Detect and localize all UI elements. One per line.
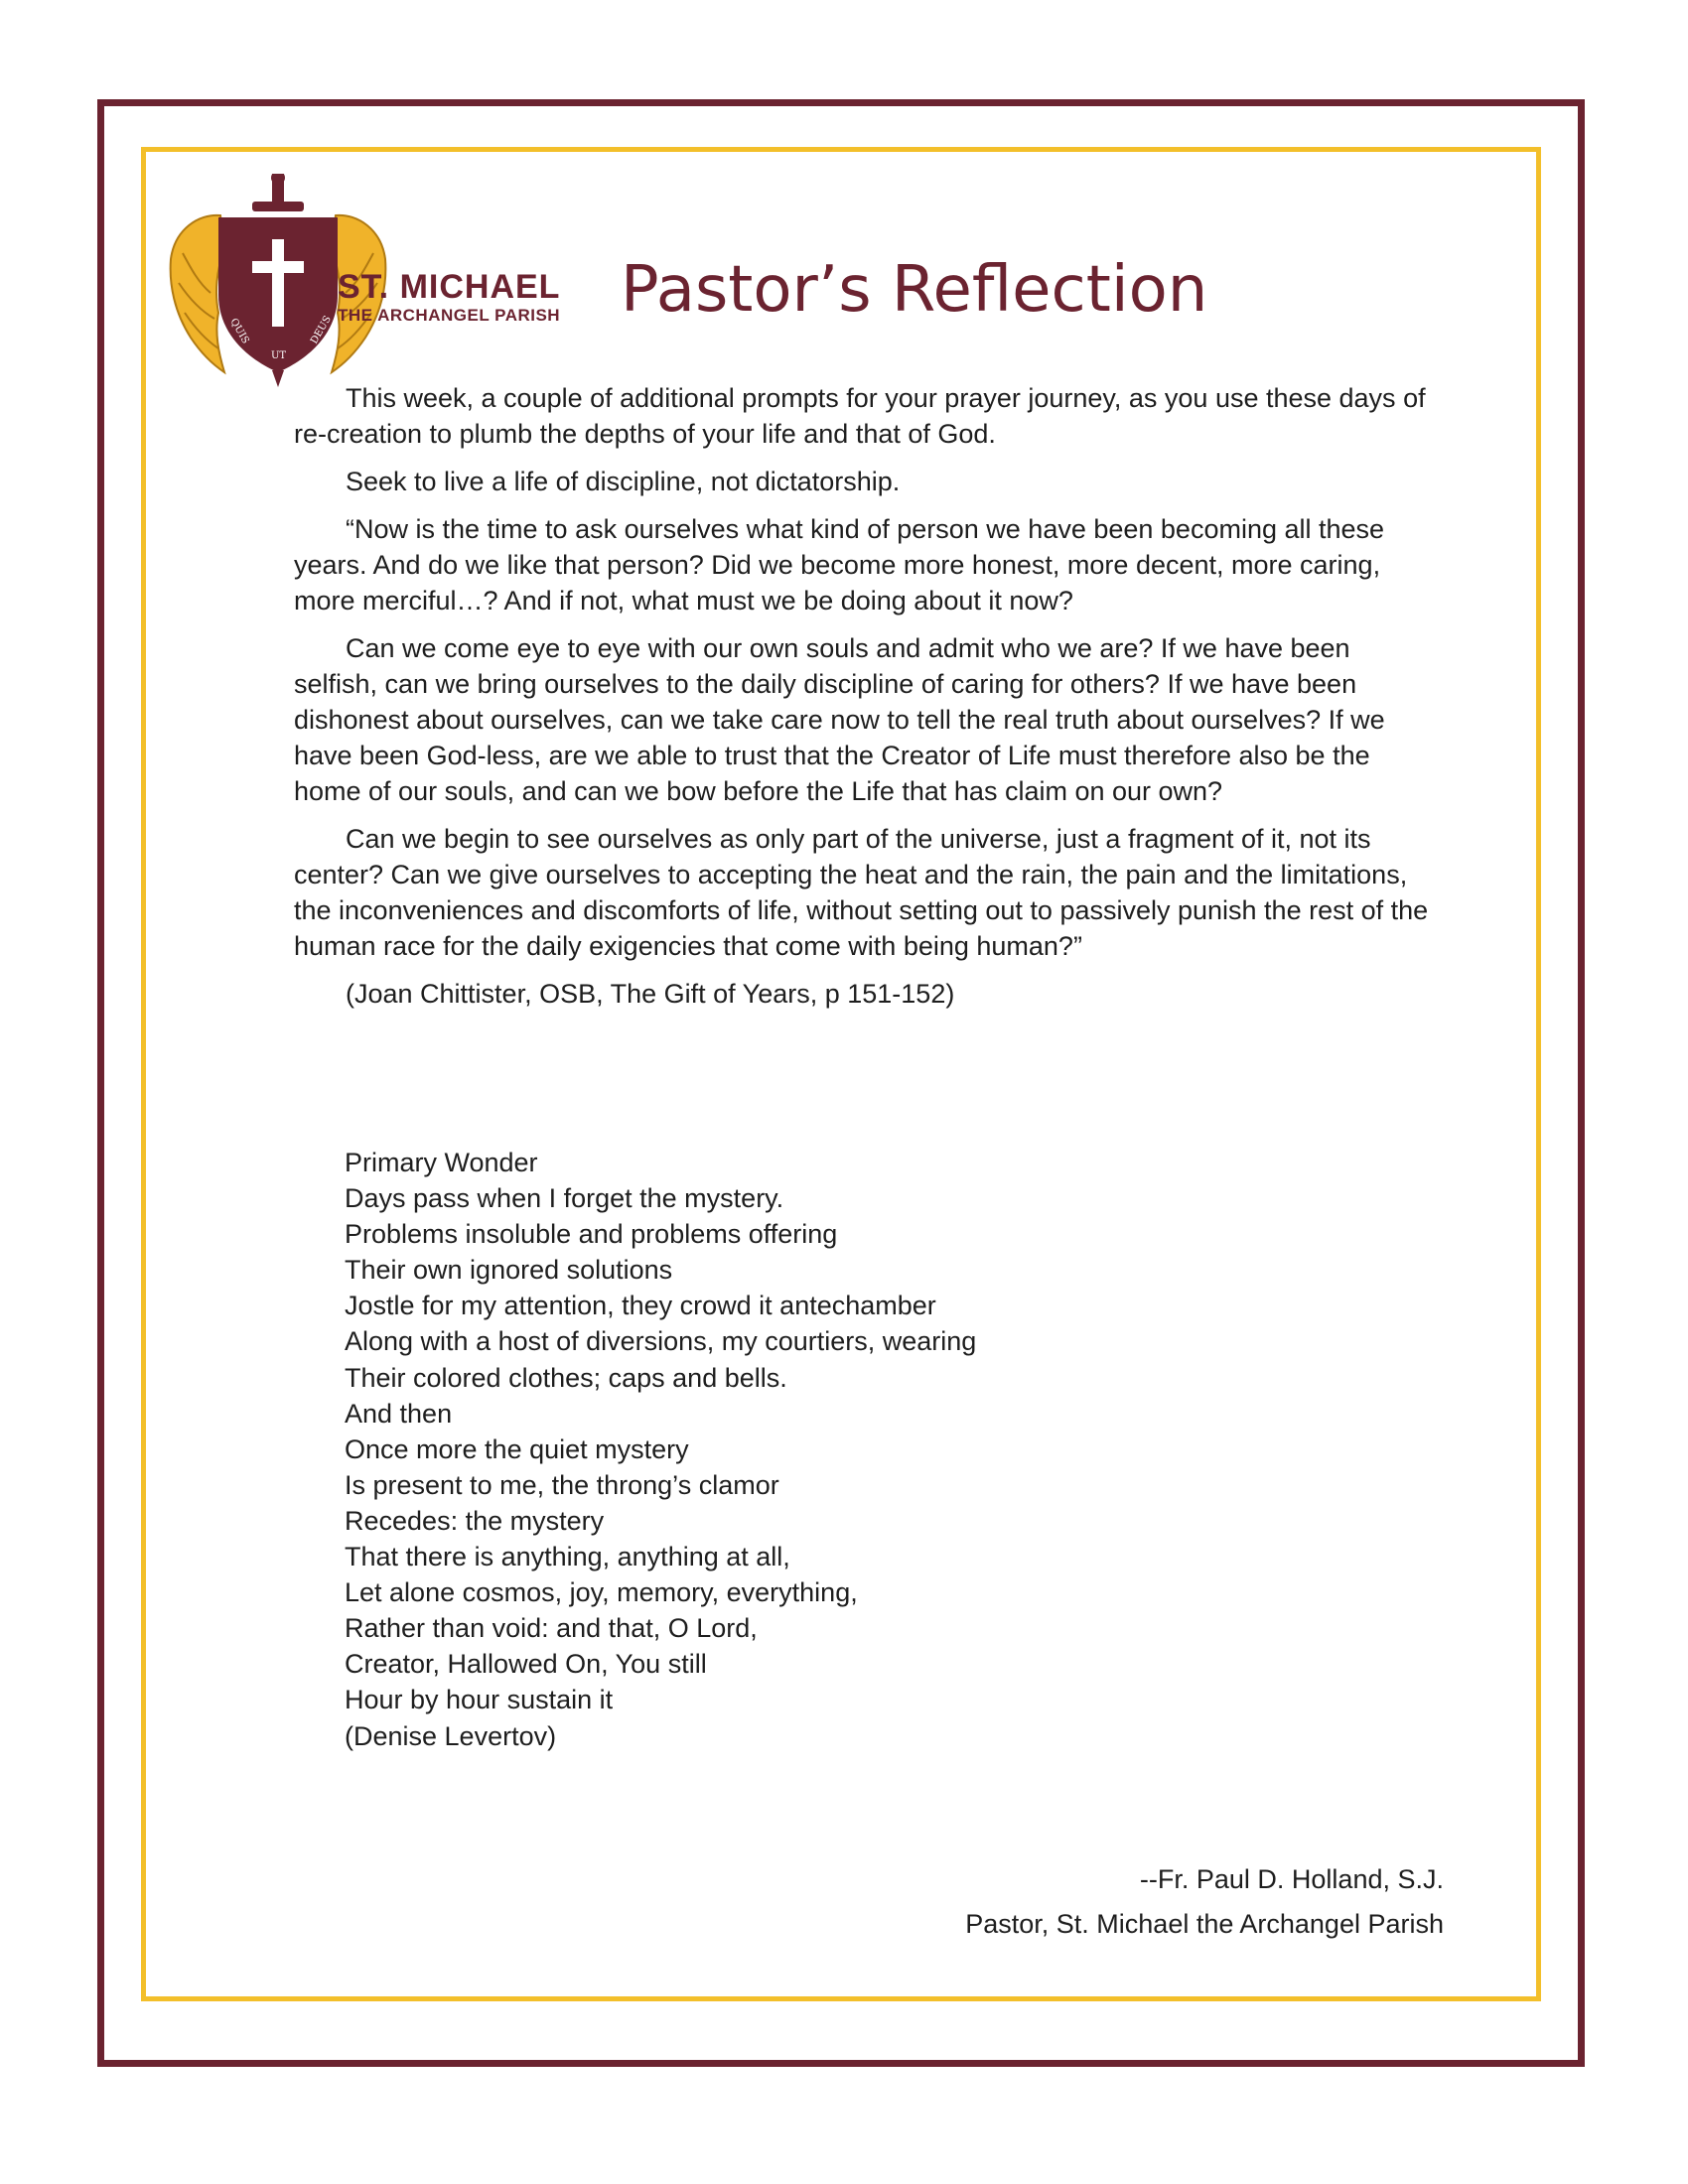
poem-line: Along with a host of diversions, my courtiers, wearing <box>345 1326 977 1357</box>
motto-left: QUIS <box>227 317 251 346</box>
parish-name <box>338 268 560 326</box>
poem-line: Let alone cosmos, joy, memory, everything, <box>345 1577 858 1608</box>
poem-line: Hour by hour sustain it <box>345 1685 614 1715</box>
poem-line: Days pass when I forget the mystery. <box>345 1183 784 1214</box>
reflection-body <box>294 380 1436 1012</box>
poem-line: And then <box>345 1398 453 1429</box>
signature-role: Pastor, St. Michael the Archangel Parish <box>965 1909 1444 1939</box>
page-title: Pastor’s Reflection <box>621 253 1208 327</box>
paragraph: Seek to live a life of discipline, not dictatorship. <box>346 467 901 496</box>
citation: (Joan Chittister, OSB, The Gift of Years, p 151-152) <box>346 979 955 1009</box>
poem-line: That there is anything, anything at all, <box>345 1542 790 1572</box>
poem-line: Once more the quiet mystery <box>345 1433 689 1464</box>
poem-line: Recedes: the mystery <box>345 1505 605 1536</box>
poem-title: Primary Wonder <box>345 1148 538 1177</box>
poem-line: Is present to me, the throng’s clamor <box>345 1469 779 1500</box>
poem-line: Rather than void: and that, O Lord, <box>345 1613 758 1644</box>
poem-line: Their colored clothes; caps and bells. <box>345 1362 787 1393</box>
signature-name: --Fr. Paul D. Holland, S.J. <box>1139 1864 1444 1894</box>
motto-right: DEUS <box>309 314 334 346</box>
poem <box>345 1145 976 1754</box>
paragraph: This week, a couple of additional prompts for your prayer journey, as you use these days of re-creation to plumb the depths of your life and that of God. <box>294 383 1426 449</box>
paragraph: Can we come eye to eye with our own souls and admit who we are? If we have been selfish, can we bring ourselves to the daily discipline of caring for others? If we have been dishonest about ourselves, can we take care now to tell the real truth about ourselves? If we have been God-less, are we able to trust that the Creator of Life must therefore also be the home of our souls, and can we bow before the Life that has claim on our own? <box>294 633 1385 806</box>
paragraph: Can we begin to see ourselves as only part of the universe, just a fragment of it, not its center? Can we give ourselves to accepting the heat and the rain, the pain and the limitations, the inconveniences and discomforts of life, without setting out to passively punish the rest of the human race for the daily exigencies that come with being human?” <box>294 824 1429 961</box>
poem-line: Jostle for my attention, they crowd it antechamber <box>345 1291 936 1321</box>
parish-name-line2: THE ARCHANGEL PARISH <box>338 306 561 325</box>
poem-author: (Denise Levertov) <box>345 1720 557 1751</box>
signature-block <box>965 1857 1444 1947</box>
motto-middle: UT <box>271 350 287 361</box>
poem-line: Problems insoluble and problems offering <box>345 1219 838 1250</box>
parish-name-line1: ST. MICHAEL <box>338 268 561 306</box>
poem-line: Creator, Hallowed On, You still <box>345 1649 707 1680</box>
paragraph: “Now is the time to ask ourselves what kind of person we have been becoming all these years. And do we like that person? Did we become more honest, more decent, more caring, more merciful…? And if not, what must we be doing about it now? <box>294 514 1385 615</box>
poem-line: Their own ignored solutions <box>345 1255 673 1286</box>
